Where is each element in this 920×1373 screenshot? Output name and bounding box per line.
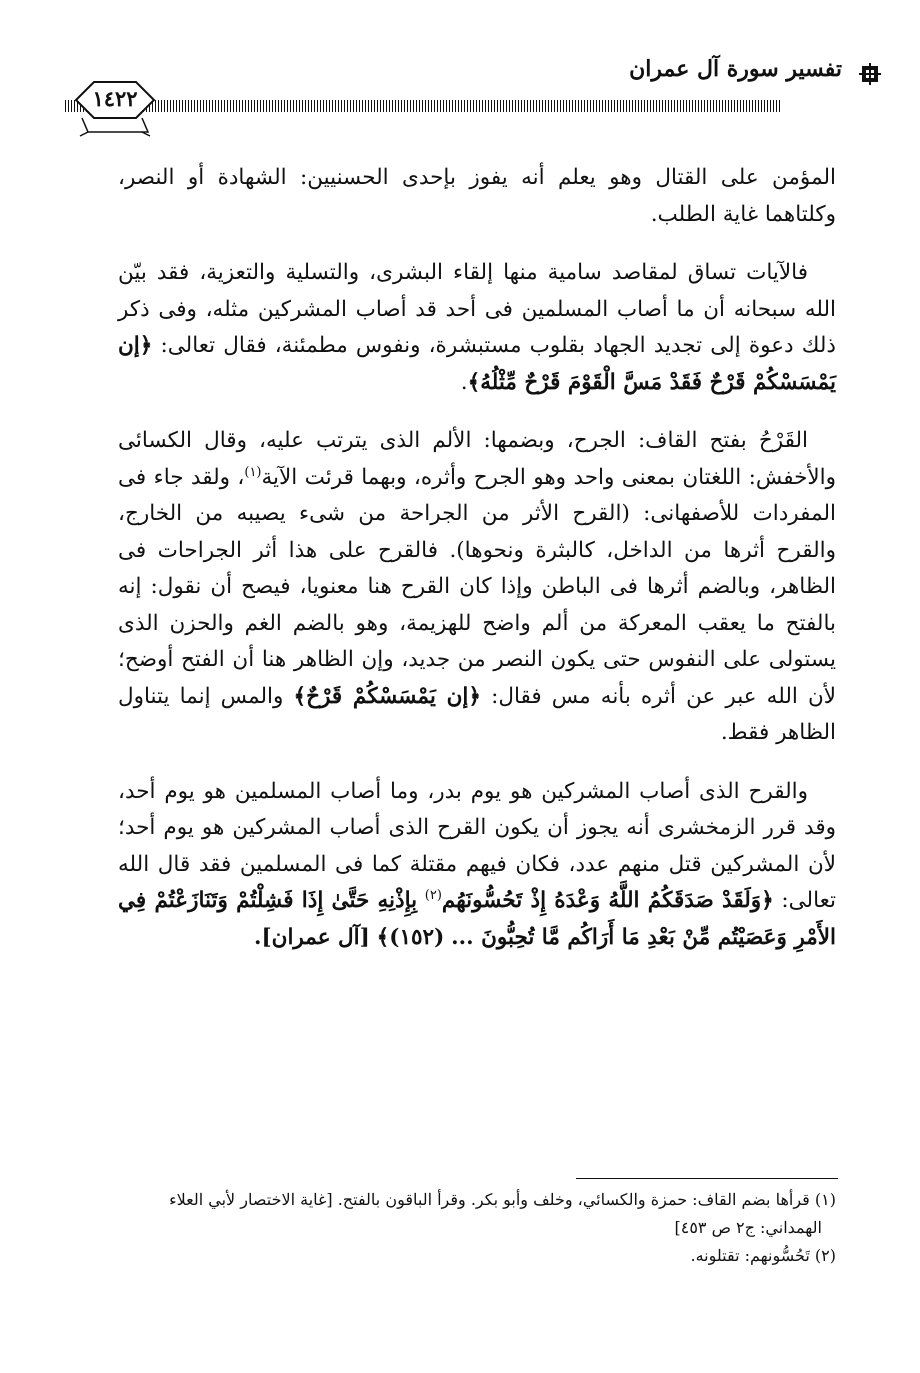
paragraph-3-text-a: القَرْحُ بفتح القاف: الجرح، وبضمها: الألم الذى يترتب عليه، وقال الكسائى والأخفش: اللغتان بمعنى واحد وهو الجرح وأثره، وبهما قرئت الآية xyxy=(118,428,837,490)
quran-verse: إن يَمْسَسْكُمْ قَرْحٌ فَقَدْ مَسَّ الْقَوْمَ قَرْحٌ مِّثْلُهُ xyxy=(118,333,836,395)
paragraph-3 xyxy=(118,423,836,752)
paragraph-2-text: فالآيات تساق لمقاصد سامية منها إلقاء البشرى، والتسلية والتعزية، فقد بيّن الله سبحانه أن ما أصاب المسلمين فى أحد قد أصاب المشركين مثله، وفى ذكر ذلك دعوة إلى تجديد الجهاد بقلوب مستبشرة، ونفوس مطمئنة، فقال تعالى: xyxy=(118,260,836,358)
quran-verse-part-2: بِإِذْنِهِ حَتَّىٰ إِذَا فَشِلْتُمْ وَتَنَازَعْتُمْ فِي الأَمْرِ وَعَصَيْتُم مِّنْ بَعْدِ مَا أَرَاكُم مَّا تُحِبُّونَ ... xyxy=(118,888,836,950)
paragraph-1 xyxy=(118,160,836,233)
quran-verse: إن يَمْسَسْكُمْ قَرْحٌ xyxy=(306,683,469,709)
paragraph-3-text-c: والمس إنما يتناول الظاهر فقط. xyxy=(118,683,836,745)
footnote-1-line-2: الهمداني: ج٢ ص ٤٥٣] xyxy=(674,1218,822,1237)
footnotes xyxy=(118,1186,836,1270)
footnote-ref-1[interactable]: (١) xyxy=(244,464,262,480)
page-header xyxy=(0,0,920,150)
verse-open-bracket: ﴿ xyxy=(139,333,153,358)
flower-ornament-icon xyxy=(858,62,882,86)
verse-open-bracket: ﴿ xyxy=(761,888,774,913)
header-rule xyxy=(65,100,782,112)
verse-close-bracket: ﴾ xyxy=(293,683,307,709)
paragraph-4-text: والقرح الذى أصاب المشركين هو يوم بدر، وما أصاب المسلمين هو يوم أحد، وقد قرر الزمخشرى أنه يجوز أن يكون القرح الذى أصاب المشركين هو يوم أحد؛ لأن المشركين قتل منهم عدد، فكان فيهم مقتلة كما فى المسلمين فقد قال الله تعالى: xyxy=(118,778,837,913)
verse-close-bracket: ﴾ xyxy=(467,369,481,395)
quran-verse-part-1: وَلَقَدْ صَدَقَكُمُ اللَّهُ وَعْدَهُ إِذْ تَحُسُّونَهُم xyxy=(441,888,762,913)
footnote-1-line-1: (١) قرأها بضم القاف: حمزة والكسائي، وخلف وأبو بكر. وقرأ الباقون بالفتح. [غاية الاختصار لأبي العلاء xyxy=(169,1190,836,1209)
page-number: ١٤٢٢ xyxy=(92,86,138,111)
paragraph-2: فالآيات تساق لمقاصد سامية منها إلقاء البشرى، والتسلية والتعزية، فقد بيّن الله سبحانه أن ما أصاب المسلمين فى أحد قد أصاب المشركين مثله، وفى ذكر ذلك دعوة إلى تجديد الجهاد بقلوب مستبشرة، ونفوس مطمئنة، فقال تعالى: ﴿إن يَمْسَسْكُمْ قَرْحٌ فَقَدْ مَسَّ الْقَوْمَ قَرْحٌ مِّثْلُهُ﴾. xyxy=(118,260,836,395)
verse-open-bracket: ﴿ xyxy=(468,683,481,709)
paragraph-4 xyxy=(118,774,836,957)
verse-number-ornament: (١٥٢) xyxy=(389,924,445,950)
surah-reference: [آل عمران]. xyxy=(254,924,370,950)
footnote-ref-2[interactable]: (٢) xyxy=(424,887,442,903)
footnote-divider xyxy=(576,1178,838,1179)
paragraph-1-text: المؤمن على القتال وهو يعلم أنه يفوز بإحدى الحسنيين: الشهادة أو النصر، وكلتاهما غاية الطلب. xyxy=(118,165,836,227)
running-title: تفسير سورة آل عمران xyxy=(629,56,842,82)
footnote-2: (٢) تَحُسُّونهم: تقتلونه. xyxy=(690,1246,836,1265)
main-text xyxy=(118,160,836,978)
paragraph-3-text-b: ، ولقد جاء فى المفردات للأصفهانى: (القرح الأثر من الجراحة من شىء يصيبه من الخارج، والقرح أثرها من الداخل، كالبثرة ونحوها). فالقرح على هذا أثر الجراحات فى الظاهر، وبالضم أثرها فى الباطن وإذا كان القرح هنا معنويا، فيصح أن نقول: إنه بالفتح ما يعقب المعركة من ألم واضح للهزيمة، وهو بالضم الغم والحزن الذى يستولى على النفوس حتى يكون النصر من جديد، وإن الظاهر هنا أن الفتح أوضح؛ لأن الله عبر عن أثره بأنه مس فقال: xyxy=(118,464,837,709)
verse-close-bracket: ﴾ xyxy=(376,924,390,950)
verse-number: ١٥٢ xyxy=(399,924,435,950)
